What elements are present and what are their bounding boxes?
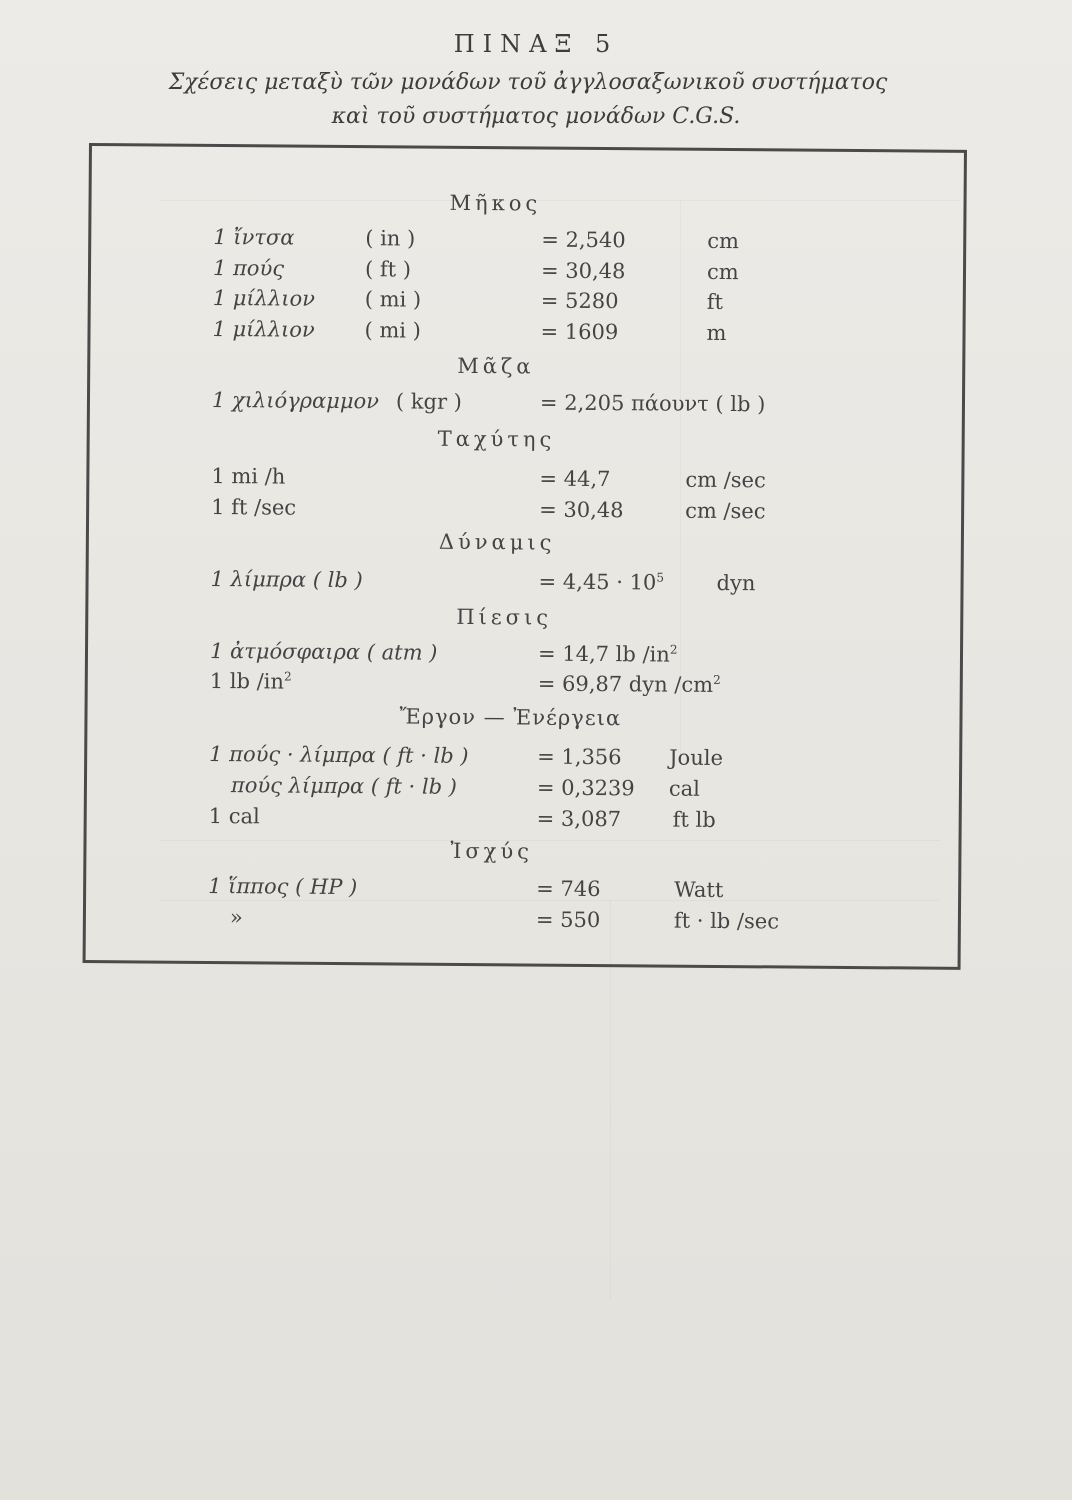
quantity-base: 1 lb /in [209,668,285,694]
value-base: = 69,87 dyn /cm [537,671,714,697]
table-row [90,387,962,424]
section-heading-pressure: Πίεσις [456,604,553,630]
section-heading-work-energy: Ἔργον — Ἐνέργεια [399,704,622,731]
row-target-unit: cm /sec [685,498,766,524]
section-heading-velocity: Ταχύτης [437,426,556,452]
row-value: = 746 [536,876,601,902]
section-heading-mass: Μᾶζα [457,353,535,379]
row-quantity: 1 λίμπρα ( lb ) [210,566,363,593]
row-target-unit: dyn [716,570,756,596]
table-row [88,566,960,603]
conversion-table [83,143,967,970]
row-target-unit: Joule [669,745,724,770]
row-target-unit: cm [706,259,739,285]
row-unit: ( kgr ) [395,389,463,414]
row-value [538,642,678,667]
row-quantity: 1 ἴντσα [213,224,295,250]
row-value: = 3,087 [536,806,622,832]
row-value: = 1,356 [537,744,622,770]
row-value: = 30,48 [540,258,626,284]
table-row [90,316,962,353]
row-unit: ( mi ) [364,318,422,343]
row-quantity: 1 πούς [212,255,285,281]
row-quantity: 1 mi /h [211,463,286,489]
row-quantity: » [229,905,243,930]
row-quantity: 1 ἵππος ( HP ) [208,873,358,900]
row-target-unit: cm /sec [685,467,766,493]
value-base: = 4,45 · 10 [538,569,657,595]
table-row [89,494,961,531]
row-target-unit: m [706,320,727,346]
row-target-unit: cal [668,776,701,801]
row-quantity: 1 μίλλιον [212,316,315,342]
row-target-unit: Watt [674,877,724,903]
row-value: = 2,205 πάουντ ( lb ) [539,390,766,417]
row-quantity [210,669,292,694]
quantity-exponent: 2 [283,669,292,684]
page-subtitle-line2: καὶ τοῦ συστήματος μονάδων C.G.S. [331,104,741,129]
row-value: = 44,7 [539,466,611,492]
section-heading-power: Ἰσχύς [450,838,534,864]
table-row [87,803,959,840]
row-quantity: 1 ft /sec [211,494,297,520]
row-value: = 30,48 [539,497,624,523]
row-quantity: 1 μίλλιον [212,285,316,311]
row-value: = 2,540 [541,227,626,253]
row-target-unit: ft [706,289,724,314]
page-title: ΠΙΝΑΞ 5 [453,30,619,58]
row-value: = 0,3239 [536,775,635,801]
row-quantity: πούς λίμπρα ( ft · lb ) [230,773,458,799]
row-unit: ( ft ) [364,257,412,282]
row-target-unit: cm [707,228,740,254]
row-target-unit: ft · lb /sec [673,908,780,934]
section-heading-length: Μῆκος [449,190,542,216]
row-value: = 550 [535,907,601,933]
row-value [538,570,664,595]
value-base: = 14,7 lb /in [537,641,670,667]
page-subtitle-line1: Σχέσεις μεταξὺ τῶν μονάδων τοῦ ἀγγλοσαξωνικοῦ συστήματος [168,70,888,95]
row-quantity: 1 πούς · λίμπρα ( ft · lb ) [209,741,469,768]
value-exponent: 2 [713,672,721,687]
row-value: = 5280 [540,288,619,314]
table-row [86,904,958,941]
section-heading-force: Δύναμις [438,529,556,555]
row-unit: ( in ) [365,226,416,251]
row-unit: ( mi ) [364,287,422,312]
row-quantity: 1 ἀτμόσφαιρα ( atm ) [209,638,438,665]
table-row [88,668,960,705]
row-value [538,672,721,697]
row-quantity: 1 χιλιόγραμμον [211,387,380,414]
value-exponent: 5 [656,570,665,585]
value-exponent: 2 [669,642,678,657]
row-value: = 1609 [540,319,619,345]
row-target-unit: ft lb [672,807,716,832]
row-quantity: 1 cal [208,803,260,829]
